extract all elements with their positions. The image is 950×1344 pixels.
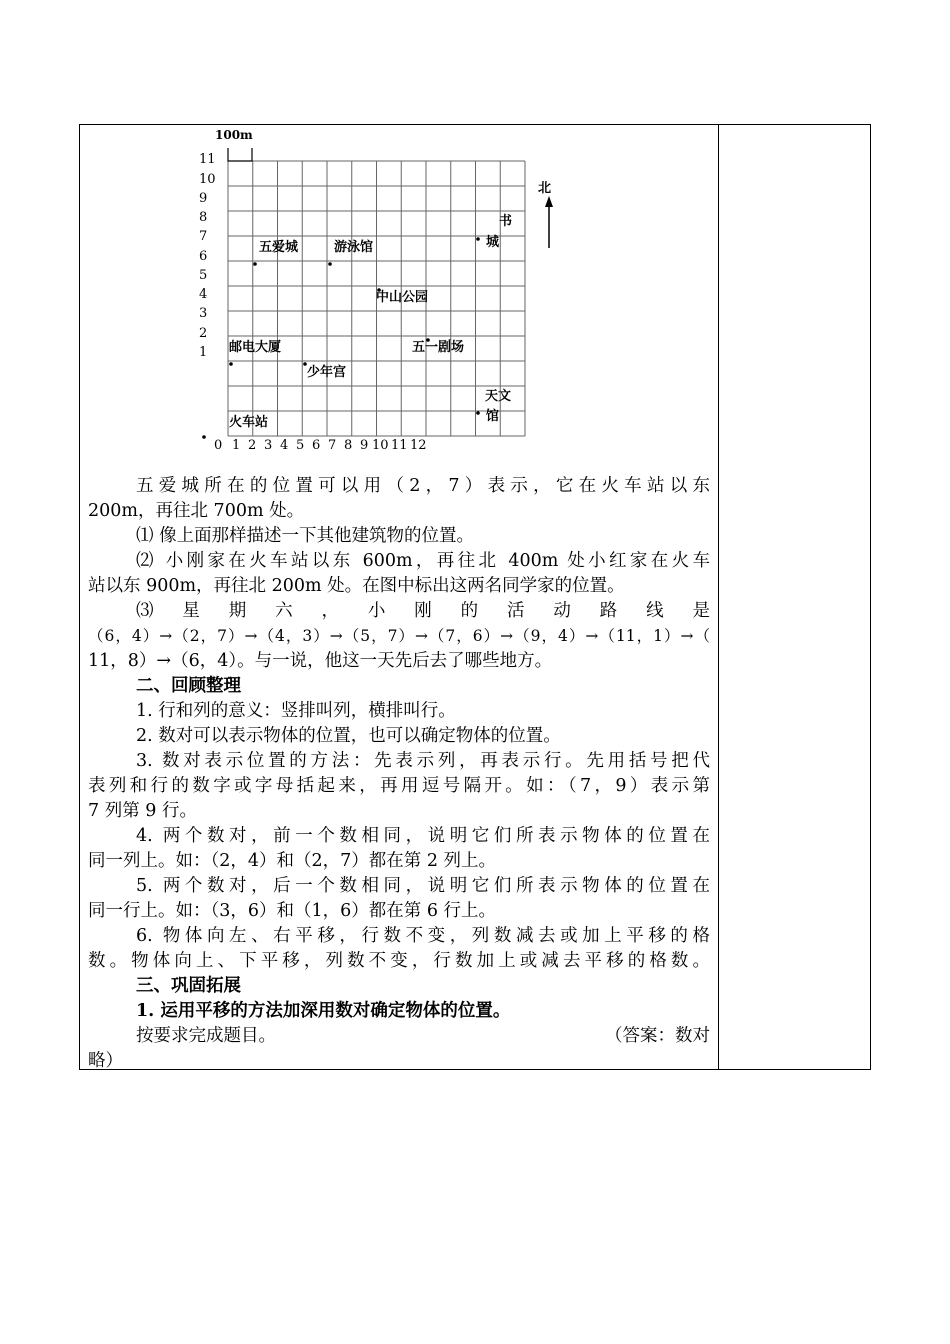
- x-label: 7: [328, 438, 337, 453]
- y-label: 8: [199, 210, 208, 225]
- review-item-6-line-1: 6. 物体向左、右平移，行数不变，列数减去或加上平移的格: [136, 926, 710, 946]
- place-huochezhan: 火车站: [229, 415, 269, 430]
- north-label: 北: [538, 181, 552, 196]
- y-label: 7: [199, 229, 208, 244]
- review-item-5-line-2: 同一行上。如：（3，6）和（1，6）都在第 6 行上。: [88, 901, 497, 921]
- section-review-heading: 二、回顾整理: [136, 676, 241, 696]
- place-wuyi: 五一剧场: [412, 340, 465, 355]
- x-label: 5: [296, 438, 305, 453]
- x-label: 8: [344, 438, 353, 453]
- question-3-line-2: （6，4）→（2，7）→（4，3）→（5，7）→（7，6）→（9，4）→（11，1）→（: [88, 627, 710, 645]
- review-item-4-line-1: 4. 两个数对，前一个数相同，说明它们所表示物体的位置在: [136, 826, 710, 846]
- x-label: 6: [312, 438, 321, 453]
- dot-tianwen: [476, 411, 480, 415]
- y-label: 9: [199, 191, 208, 206]
- dot-youyongguan: [328, 262, 332, 266]
- review-item-2: 2. 数对可以表示物体的位置，也可以确定物体的位置。: [136, 726, 561, 746]
- place-shucheng-2: 城: [486, 235, 500, 250]
- y-label: 4: [199, 287, 208, 302]
- x-label: 9: [360, 438, 369, 453]
- x-label: 4: [280, 438, 289, 453]
- scale-bracket: [228, 148, 252, 161]
- dot-wuaicheng: [253, 262, 257, 266]
- place-youdian: 邮电大厦: [229, 340, 282, 355]
- x-label: 1: [232, 438, 241, 453]
- extend-item-1: 1. 运用平移的方法加深用数对确定物体的位置。: [136, 1001, 511, 1021]
- extend-answer: （答案：数对: [605, 1026, 710, 1046]
- review-item-3-line-1: 3. 数对表示位置的方法：先表示列，再表示行。先用括号把代: [136, 751, 710, 771]
- x-label: 11: [391, 438, 408, 453]
- dot-youdian: [229, 362, 233, 366]
- intro-line-1: 五爱城所在的位置可以用（2，7）表示，它在火车站以东: [136, 476, 710, 496]
- coordinate-grid: [0, 0, 950, 470]
- review-item-6-line-2: 数。物体向上、下平移，列数不变，行数加上或减去平移的格数。: [88, 951, 710, 971]
- place-youyongguan: 游泳馆: [334, 240, 374, 255]
- review-item-4-line-2: 同一列上。如：（2，4）和（2，7）都在第 2 列上。: [88, 851, 497, 871]
- place-tianwen-2: 馆: [486, 409, 500, 424]
- y-label: 11: [199, 152, 216, 167]
- scale-label: 100m: [215, 128, 253, 142]
- dot-origin: [202, 435, 206, 439]
- x-label: 12: [410, 438, 427, 453]
- lesson-body: [88, 474, 710, 1074]
- place-zhongshan: 中山公园: [376, 290, 429, 305]
- y-label: 3: [199, 306, 208, 321]
- question-1: ⑴ 像上面那样描述一下其他建筑物的位置。: [136, 526, 475, 546]
- y-label: 6: [199, 249, 208, 264]
- north-arrowhead-icon: [545, 196, 553, 207]
- question-3-line-1: ⑶ 星 期 六 ， 小 刚 的 活 动 路 线 是: [136, 601, 710, 621]
- x-label: 2: [248, 438, 257, 453]
- section-extend-heading: 三、巩固拓展: [136, 976, 241, 996]
- x-label: 0: [214, 438, 223, 453]
- review-item-3-line-3: 7 列第 9 行。: [88, 801, 197, 821]
- y-label: 5: [199, 268, 208, 283]
- dot-shucheng: [476, 237, 480, 241]
- review-item-1: 1. 行和列的意义：竖排叫列，横排叫行。: [136, 701, 456, 721]
- review-item-5-line-1: 5. 两个数对，后一个数相同，说明它们所表示物体的位置在: [136, 876, 710, 896]
- extend-item-2: [88, 1024, 710, 1049]
- y-label: 10: [199, 172, 216, 187]
- place-shucheng-1: 书: [499, 214, 513, 229]
- question-2-line-1: ⑵ 小刚家在火车站以东 600m，再往北 400m 处小红家在火车: [136, 551, 710, 571]
- intro-line-2: 200m，再往北 700m 处。: [88, 501, 305, 521]
- y-label: 2: [199, 326, 208, 341]
- place-shaonian: 少年宫: [307, 365, 347, 380]
- extend-item-2-text: 按要求完成题目。: [136, 1026, 276, 1046]
- question-3-line-3: 11，8）→（6，4）。与一说，他这一天先后去了哪些地方。: [88, 651, 553, 671]
- place-tianwen-1: 天文: [485, 389, 512, 404]
- x-label: 10: [372, 438, 389, 453]
- y-label: 1: [199, 345, 208, 360]
- extend-answer-end: 略）: [88, 1051, 123, 1071]
- question-2-line-2: 站以东 900m，再往北 200m 处。在图中标出这两名同学家的位置。: [88, 576, 625, 596]
- place-wuaicheng: 五爱城: [259, 240, 299, 255]
- x-label: 3: [264, 438, 273, 453]
- review-item-3-line-2: 表列和行的数字或字母括起来，再用逗号隔开。如：（7，9）表示第: [88, 776, 710, 796]
